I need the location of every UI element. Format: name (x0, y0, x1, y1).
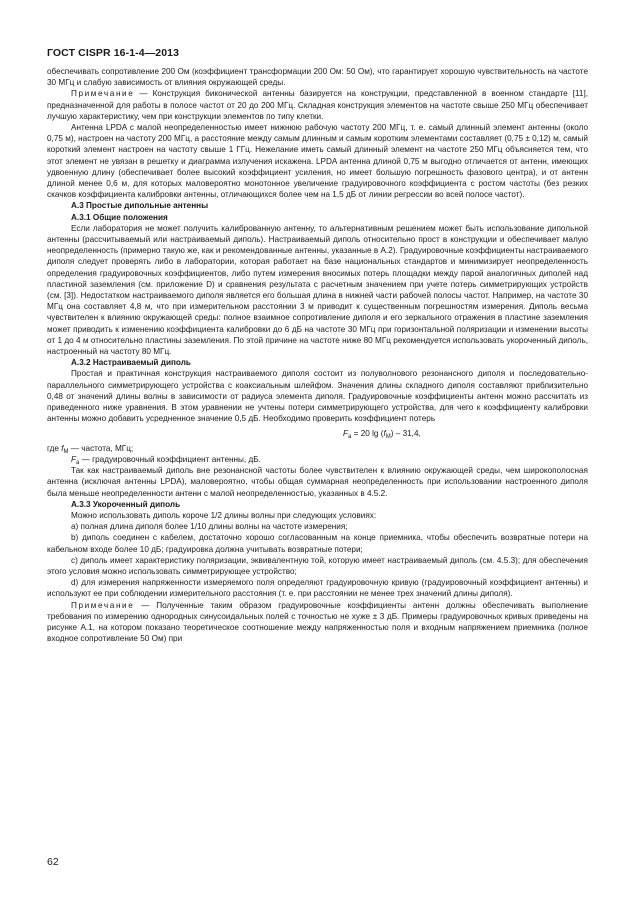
section-heading-a33: А.3.3 Укороченный диполь (71, 499, 181, 509)
formula-sub-a: a (348, 433, 352, 440)
note-text: — Полученные таким образом градуировочные коэффициенты антенн должны обеспечивать выполнение требования по измерению однородных синусоидальных полей с точностью не хуже ± 3 дБ. Примеры градуировочных кривых приведены на рисунке А.1, на котором показано теоретическое соотношение между напряженностью поля и входным напряжением приемника (полное входное сопротивление 50 Ом) при (47, 600, 588, 644)
formula-sub-m: M (385, 433, 391, 440)
paragraph-intro: обеспечивать сопротивление 200 Ом (коэффициент трансформации 200 Ом: 50 Ом), что гарантирует хорошую чувствительность на частоте 30 МГц и слабую зависимость от влияния окружающей среды. (47, 67, 588, 88)
list-item-a: а) полная длина диполя более 1/10 длины волны на частоте измерения; (71, 522, 348, 532)
paragraph-tuned-dipole: Простая и практичная конструкция настраиваемого диполя состоит из полуволнового резонансного диполя и последовательно-параллельного симметрирующего устройства с коаксиальным шлейфом. Значения длины складного диполя составляют приблизительно 0,48 от значений длины волны в зависимости от радиуса элемента диполя. Градуировочные коэффициенты антенн можно рассчитать из приведенного ниже уравнения. В этом уравнении не учтены потери симметрирующего устройства, для чего к коэффициенту калибровки антенны можно добавить усредненное значение 0,5 дБ. Необходимо проверить коэффициент потерь (47, 369, 588, 424)
definition-var: F (71, 454, 77, 464)
document-body (47, 66, 588, 644)
paragraph-lpda: Антенна LPDA с малой неопределенностью имеет нижнюю рабочую частоту 200 МГц, т. е. самый длинный элемент антенны (около 0,75 м), настроен на частоту 200 МГц, а расстояние между самым длинным и самым коротким элементами составляет (0,75 ± 0,12) м, самый короткий элемент настроен на частоту свыше 1 ГГц. Нежелание иметь самый длинный элемент на частоте 250 МГц объясняется тем, что этот элемент не увязан в решетку и диаграмма излучения искажена. LPDA антенна длиной 0,75 м выгодно отличается от антенн, имеющих удвоенную длину (обеспечивает более высокий коэффициент усиления, но имеет большую погрешность фазового центра), и от антенн длиной менее 0,6 м, для которых маловероятно монотонное увеличение градуировочного коэффициента с ростом частоты (без резких скачков коэффициента калибровки антенны, отличающихся более чем на 1,5 дБ от линии регрессии во всей полосе частот). (47, 123, 588, 200)
definition-sub: a (76, 459, 80, 466)
formula-var-freq: f (383, 428, 386, 438)
section-heading-a31: А.3.1 Общие положения (71, 212, 168, 222)
definition-var: f (61, 443, 64, 453)
definition-frequency (47, 443, 588, 454)
formula (47, 428, 588, 439)
formula-var-f: F (343, 428, 349, 438)
section-heading-a32: А.3.2 Настраиваемый диполь (71, 358, 191, 368)
formula-rhs: ) – 31,4, (390, 428, 421, 438)
definition-text: — градуировочный коэффициент антенны, дБ. (79, 454, 261, 464)
paragraph-general: Если лаборатория не может получить калиброванную антенну, то альтернативным решением может быть использование дипольной антенны (рассчитываемый или настраиваемый диполь). Настраиваемый диполь относительно прост в конструкции и обеспечивает малую неопределенность (примерно такую же, как и рекомендованные антенны, указанные в А.2). Градуировочные коэффициенты настраиваемого диполя следует проверять либо в лаборатории, которая работает на базе национальных стандартов и минимизирует неопределенность определения градуировочных коэффициентов, либо путем измерения вносимых потерь площадки между парой аналогичных диполей над пластиной заземления (см. приложение D) и сравнения результата с расчетным значением при учете потерь симметрирующих устройств (см. [3]). Недостатком настраиваемого диполя является его большая длина в нижней части рабочей полосы частот. Например, на частоте 30 МГц она составляет 4,8 м, что при измерительном расстоянии 3 м приводит к существенным погрешностям измерения. Диполь весьма чувствителен к влиянию окружающей среды: полное взаимное сопротивление диполя и его зеркального отражения в пластине заземления может приводить к изменению коэффициента калибровки до 6 дБ на частоте 30 МГц при горизонтальной поляризации и изменении высоты от 1 до 4 м относительно пластины заземления. По этой причине на частоте ниже 80 МГц рекомендуется использовать укороченный диполь, настроенный на частоту 80 МГц. (47, 223, 588, 357)
paragraph-short-dipole: Можно использовать диполь короче 1/2 длины волны при следующих условиях: (71, 510, 377, 520)
section-heading-a3: А.3 Простые дипольные антенны (71, 201, 209, 211)
page-number: 62 (47, 856, 59, 868)
definition-factor (47, 454, 588, 465)
note-label: Примечание (71, 600, 135, 610)
note-biconical (47, 88, 588, 122)
note-text: — Конструкция биконической антенны базируется на конструкции, представленной в военном стандарте [11], предназначенной для работы в полосе частот от 20 до 200 МГц. Складная конструкция элементов на частоте свыше 250 МГц обеспечивает лучшую характеристику, чем при конструкции элементов по типу клетки. (47, 89, 588, 121)
definition-sub: M (63, 448, 69, 455)
formula-mid: = 20 lg ( (351, 428, 384, 438)
definition-text: — частота, МГц; (68, 443, 134, 453)
list-item-d: d) для измерения напряженности измеряемого поля определяют градуировочную кривую (градуировочный коэффициент антенны) и используют ее при соблюдении измерительного расстояния (т. е. при расстоянии не менее трех значений длины диполя). (47, 578, 588, 599)
note-calibration (47, 600, 588, 645)
list-item-b: b) диполь соединен с кабелем, достаточно хорошо согласованным на конце приемника, чтобы обеспечить возвратные потери на кабельном входе более 10 дБ; градуировка должна учитывать возвратные потери; (47, 533, 588, 554)
document-header: ГОСТ CISPR 16-1-4—2013 (47, 47, 180, 59)
paragraph-sensitivity: Так как настраиваемый диполь вне резонансной частоты более чувствителен к влиянию окружающей среды, чем широкополосная антенна (исключая антенны LPDA), маловероятно, чтобы общая суммарная неопределенность при использовании настроенного диполя была меньше неопределенности антенн с малой неопределенностью, указанных в 4.5.2. (47, 466, 588, 498)
list-item-c: с) диполь имеет характеристику поляризации, эквивалентную той, которую имеет настраиваемый диполь (см. 4.5.3); для обеспечения этого условия можно использовать симметрирующее устройство; (47, 555, 588, 576)
definition-prefix: где (47, 443, 62, 453)
note-label: Примечание (71, 89, 135, 99)
